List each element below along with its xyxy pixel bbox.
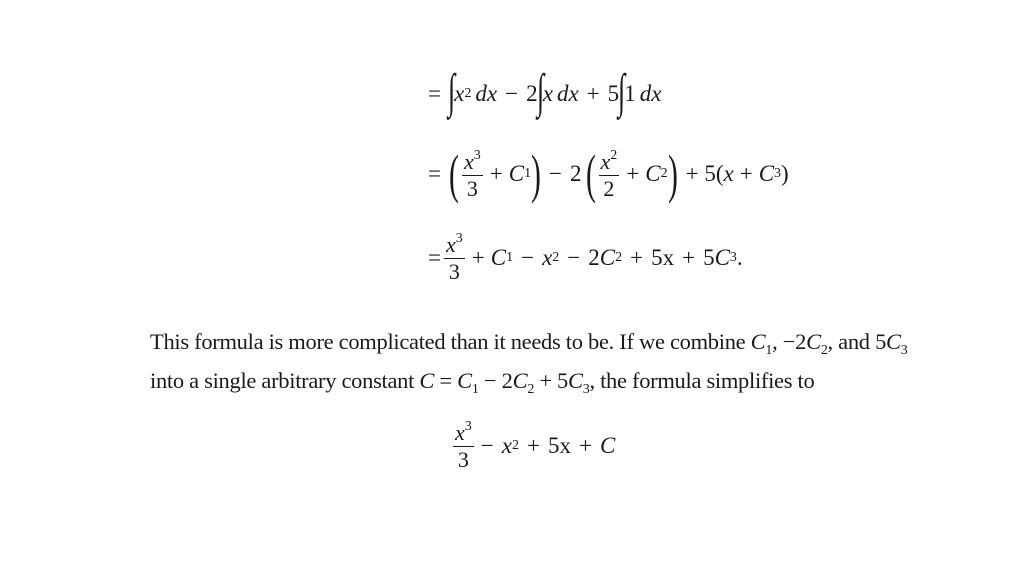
constant-c: C (419, 368, 435, 393)
exponent: 2 (464, 86, 472, 101)
coefficient: 2 (570, 161, 582, 186)
constant-c: C (512, 368, 528, 393)
exponent: 3 (455, 231, 463, 246)
left-paren: ( (585, 144, 596, 204)
fraction (444, 232, 465, 283)
fraction (599, 149, 620, 200)
equals-sign: = (428, 81, 441, 106)
subscript: 3 (900, 343, 908, 358)
constant-c: C (714, 244, 730, 270)
coefficient: 5 (607, 81, 620, 106)
plus-sign: + (471, 244, 485, 270)
coefficient: 2 (588, 244, 600, 270)
constant-one: 1 (624, 81, 636, 106)
var-x: x (455, 420, 465, 445)
para-minus: − 2 (478, 368, 513, 393)
constant-c: C (758, 161, 775, 186)
integral-symbol: ∫ (536, 65, 544, 118)
constant-c: C (490, 244, 507, 270)
var-x: x (454, 81, 465, 106)
minus-sign: − (567, 244, 581, 270)
para-text-1: This formula is more complicated than it needs to be. If we combine (150, 329, 751, 354)
minus-sign: − (549, 161, 563, 186)
minus-sign: − (480, 432, 494, 458)
plus-sign: + (739, 161, 753, 186)
equation-line-1 (428, 65, 662, 118)
term-5x: 5x (547, 432, 571, 458)
subscript: 2 (660, 166, 668, 181)
equals-sign: = (428, 161, 441, 186)
denominator: 3 (457, 447, 469, 472)
equation-line-3 (428, 232, 743, 283)
explanation-paragraph (150, 327, 950, 405)
left-paren: ( (449, 144, 459, 204)
subscript: 1 (506, 249, 514, 265)
subscript: 2 (820, 343, 828, 358)
plus-sign: + (682, 244, 696, 270)
differential: dx (475, 81, 498, 106)
tail-term: + 5( (685, 161, 724, 186)
para-text-2: into a single arbitrary constant (150, 368, 420, 393)
constant-c: C (599, 432, 616, 458)
var-x: x (542, 81, 553, 106)
plus-sign: + (586, 81, 600, 106)
constant-c: C (508, 161, 525, 186)
para-text-3: , the formula simplifies to (589, 368, 815, 393)
equation-line-2 (428, 144, 789, 204)
term-5x: 5x (651, 244, 675, 270)
right-paren: ) (531, 144, 542, 204)
var-x: x (463, 148, 474, 174)
period: . (736, 244, 743, 270)
constant-c: C (645, 161, 661, 186)
subscript: 1 (524, 166, 532, 181)
final-expression (450, 420, 615, 471)
plus-sign: + (578, 432, 592, 458)
fraction (462, 149, 483, 200)
var-x: x (600, 148, 611, 174)
coefficient: 5 (703, 244, 715, 270)
differential: dx (556, 81, 579, 106)
subscript: 3 (582, 382, 590, 397)
para-text-comma1: , −2 (772, 329, 807, 354)
subscript: 3 (774, 166, 782, 181)
exponent: 3 (464, 419, 472, 434)
constant-c: C (568, 368, 583, 393)
var-x: x (501, 432, 512, 458)
equals-sign: = (428, 244, 441, 270)
plus-sign: + (526, 432, 540, 458)
right-paren: ) (667, 144, 678, 204)
close-paren: ) (781, 161, 789, 186)
subscript: 2 (615, 249, 623, 265)
plus-sign: + (489, 161, 503, 186)
denominator: 3 (448, 259, 460, 284)
para-text-comma2: , and 5 (827, 329, 887, 354)
subscript: 2 (527, 382, 535, 397)
exponent: 2 (511, 437, 519, 453)
subscript: 1 (765, 343, 773, 358)
minus-sign: − (521, 244, 535, 270)
var-x: x (723, 161, 734, 186)
coefficient: 2 (526, 81, 538, 106)
subscript: 3 (729, 249, 737, 265)
constant-c: C (457, 368, 472, 393)
subscript: 1 (471, 382, 479, 397)
para-plus: + 5 (534, 368, 569, 393)
para-eq: = (434, 368, 458, 393)
constant-c: C (750, 329, 766, 354)
constant-c: C (806, 329, 821, 354)
var-x: x (445, 232, 456, 257)
constant-c: C (599, 244, 616, 270)
constant-c: C (886, 329, 901, 354)
integral-symbol: ∫ (618, 65, 626, 118)
minus-sign: − (505, 81, 519, 106)
exponent: 2 (610, 147, 618, 163)
plus-sign: + (626, 161, 640, 186)
exponent: 2 (552, 249, 560, 265)
var-x: x (542, 244, 553, 270)
integral-symbol: ∫ (447, 65, 456, 118)
denominator: 3 (466, 175, 478, 201)
exponent: 3 (473, 147, 481, 163)
denominator: 2 (603, 175, 615, 201)
plus-sign: + (630, 244, 644, 270)
fraction (453, 420, 474, 471)
differential: dx (639, 81, 662, 106)
